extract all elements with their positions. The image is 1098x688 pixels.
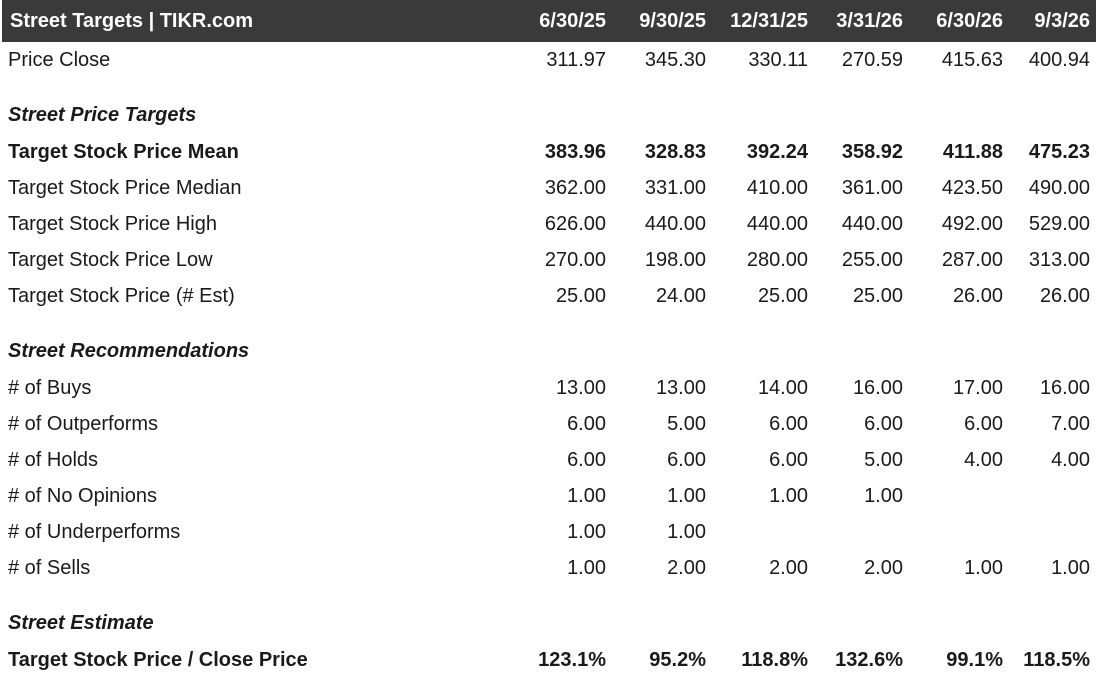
row-holds (2, 442, 1096, 478)
cell-value: 270.00 (544, 248, 606, 271)
section-street-estimate (2, 586, 1096, 642)
cell-value: 25.00 (852, 284, 903, 307)
row-label: Target Stock Price / Close Price (8, 648, 308, 671)
column-header: 9/3/26 (1034, 9, 1090, 32)
cell-value: 118.5% (1023, 648, 1090, 671)
row-target-est (2, 278, 1096, 314)
column-header: 6/30/25 (539, 9, 606, 32)
cell-value: 95.2% (649, 648, 706, 671)
cell-value: 330.11 (748, 48, 808, 71)
cell-value: 529.00 (1028, 212, 1090, 235)
cell-value: 1.00 (864, 484, 903, 507)
cell-value: 626.00 (544, 212, 606, 235)
cell-value: 475.23 (1028, 140, 1090, 163)
table-title: Street Targets | TIKR.com (10, 9, 254, 32)
cell-value: 5.00 (864, 448, 903, 471)
row-label: Target Stock Price High (8, 212, 217, 235)
cell-value (814, 514, 909, 550)
row-label: Target Stock Price Mean (8, 140, 239, 163)
cell-value: 423.50 (941, 176, 1003, 199)
cell-value: 14.00 (757, 376, 808, 399)
cell-value: 383.96 (544, 140, 606, 163)
cell-value: 132.6% (835, 648, 903, 671)
cell-value: 2.00 (864, 556, 903, 579)
cell-value: 1.00 (1051, 556, 1090, 579)
cell-value: 440.00 (746, 212, 808, 235)
cell-value: 6.00 (567, 412, 606, 435)
cell-value: 1.00 (667, 484, 706, 507)
cell-value: 25.00 (555, 284, 606, 307)
cell-value: 26.00 (1039, 284, 1090, 307)
cell-value: 362.00 (544, 176, 606, 199)
cell-value: 361.00 (841, 176, 903, 199)
row-label: # of Sells (8, 556, 91, 579)
cell-value: 328.83 (644, 140, 706, 163)
column-header: 6/30/26 (936, 9, 1003, 32)
row-price-close (2, 42, 1096, 78)
cell-value: 1.00 (769, 484, 808, 507)
table-header-row (2, 0, 1096, 42)
row-target-close-ratio (2, 642, 1096, 678)
row-sells (2, 550, 1096, 586)
cell-value: 5.00 (667, 412, 706, 435)
row-underperforms (2, 514, 1096, 550)
row-label: Target Stock Price Median (8, 176, 242, 199)
section-heading: Street Recommendations (8, 339, 250, 362)
cell-value: 410.00 (746, 176, 808, 199)
column-header: 12/31/25 (730, 9, 808, 32)
row-outperforms (2, 406, 1096, 442)
cell-value: 280.00 (746, 248, 808, 271)
cell-value: 13.00 (555, 376, 606, 399)
row-label: Target Stock Price (# Est) (8, 284, 235, 307)
cell-value (909, 478, 1009, 514)
cell-value: 1.00 (567, 484, 606, 507)
cell-value: 123.1% (538, 648, 606, 671)
cell-value: 24.00 (655, 284, 706, 307)
row-label: # of No Opinions (8, 484, 157, 507)
cell-value: 198.00 (644, 248, 706, 271)
section-street-price-targets (2, 78, 1096, 134)
cell-value: 4.00 (1051, 448, 1090, 471)
row-label: # of Buys (8, 376, 92, 399)
cell-value: 6.00 (769, 448, 808, 471)
cell-value: 1.00 (567, 556, 606, 579)
cell-value: 25.00 (757, 284, 808, 307)
street-targets-table (2, 0, 1096, 678)
cell-value (909, 514, 1009, 550)
cell-value: 411.88 (942, 140, 1003, 163)
row-label: # of Outperforms (8, 412, 159, 435)
cell-value: 311.97 (546, 48, 606, 71)
cell-value: 99.1% (946, 648, 1003, 671)
cell-value: 400.94 (1028, 48, 1090, 71)
cell-value: 345.30 (644, 48, 706, 71)
cell-value: 270.59 (841, 48, 903, 71)
column-header: 9/30/25 (639, 9, 706, 32)
cell-value: 6.00 (964, 412, 1003, 435)
cell-value: 287.00 (941, 248, 1003, 271)
cell-value: 331.00 (644, 176, 706, 199)
row-target-high (2, 206, 1096, 242)
cell-value: 1.00 (667, 520, 706, 543)
row-label: Target Stock Price Low (8, 248, 213, 271)
row-target-low (2, 242, 1096, 278)
column-header: 3/31/26 (836, 9, 903, 32)
cell-value: 17.00 (952, 376, 1003, 399)
cell-value (712, 514, 814, 550)
cell-value: 4.00 (964, 448, 1003, 471)
section-heading: Street Estimate (8, 611, 154, 634)
row-label: # of Holds (8, 448, 99, 471)
cell-value: 2.00 (667, 556, 706, 579)
cell-value: 492.00 (941, 212, 1003, 235)
cell-value: 16.00 (1039, 376, 1090, 399)
cell-value (1009, 514, 1096, 550)
cell-value: 392.24 (746, 140, 808, 163)
cell-value: 7.00 (1051, 412, 1090, 435)
cell-value: 6.00 (567, 448, 606, 471)
cell-value: 440.00 (644, 212, 706, 235)
cell-value: 2.00 (769, 556, 808, 579)
cell-value: 255.00 (841, 248, 903, 271)
cell-value: 6.00 (864, 412, 903, 435)
cell-value: 358.92 (841, 140, 903, 163)
row-label: # of Underperforms (8, 520, 181, 543)
cell-value: 313.00 (1028, 248, 1090, 271)
cell-value (1009, 478, 1096, 514)
cell-value: 26.00 (952, 284, 1003, 307)
cell-value: 16.00 (852, 376, 903, 399)
cell-value: 440.00 (841, 212, 903, 235)
section-heading: Street Price Targets (8, 103, 197, 126)
section-street-recommendations (2, 314, 1096, 370)
cell-value: 6.00 (769, 412, 808, 435)
row-target-mean (2, 134, 1096, 170)
cell-value: 13.00 (655, 376, 706, 399)
cell-value: 415.63 (941, 48, 1003, 71)
row-label: Price Close (8, 48, 111, 71)
cell-value: 1.00 (567, 520, 606, 543)
row-target-median (2, 170, 1096, 206)
cell-value: 1.00 (964, 556, 1003, 579)
cell-value: 6.00 (667, 448, 706, 471)
cell-value: 490.00 (1028, 176, 1090, 199)
row-no-opinions (2, 478, 1096, 514)
row-buys (2, 370, 1096, 406)
cell-value: 118.8% (741, 648, 808, 671)
